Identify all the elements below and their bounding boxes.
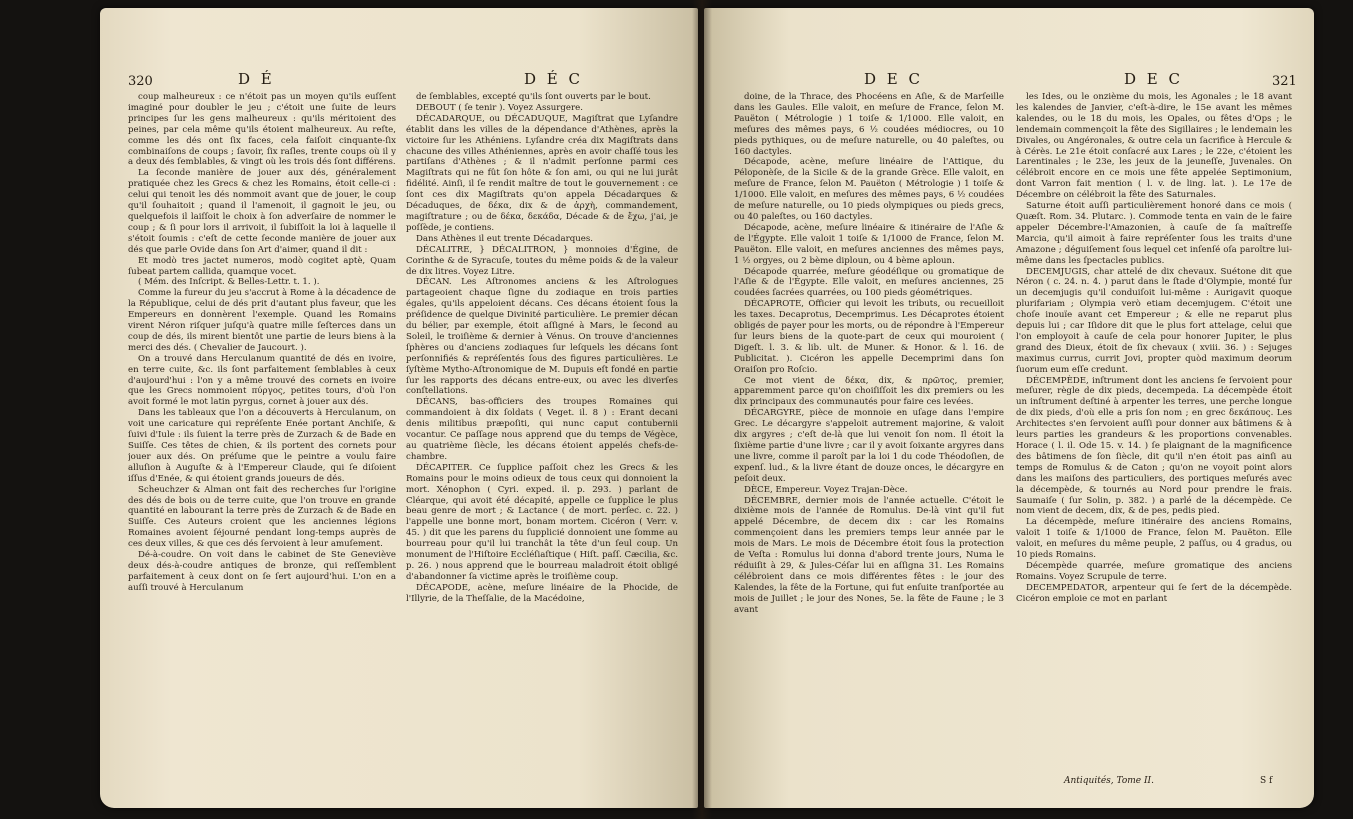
paragraph: Décapode, acène, meſure linéaire de l'Attique, du Péloponèſe, de la Sicile & de la grande Grèce. Elle valoit, en meſure de France, ſelon M. Pauëton ( Métrologie ) 1 toiſe & 1/1000. Elle valoit, en meſures des mêmes pays, 6 ½ coudées de meſure naturelle, ou 10 pieds olympiques ou pieds grecs, ou 40 paleſtes, ou 160 dactyles. [734, 157, 1004, 222]
paragraph: Et modò tres jactet numeros, modò cogitet aptè, Quam ſubeat partem callida, quamque vocet. [128, 255, 396, 277]
left-head-right-title: D É C [524, 70, 583, 88]
paragraph: Ce mot vient de δέκα, dix, & πρῶτος, premier, apparemment parce qu'on choiſiſſoit les dix premiers ou les dix principaux des communautés pour faire ces levées. [734, 375, 1004, 408]
left-page-number: 320 [128, 74, 153, 89]
left-page [100, 8, 698, 808]
open-book [40, 0, 1330, 819]
paragraph: DÉCAPITER. Ce ſupplice paſſoit chez les Grecs & les Romains pour le moins odieux de tous ceux qui donnoient la mort. Xénophon ( Cyri. exped. il. p. 293. ) parlant de Cléarque, qui avoit été décapité, appelle ce ſupplice le plus beau genre de mort ; & Lactance ( de mort. perſec. c. 22. ) l'appelle une bonne mort, bonam mortem. Cicéron ( Verr. v. 45. ) dit que les parens du ſupplicié donnoient une ſomme au bourreau pour qu'il lui tranchât la tête d'un ſeul coup. Un monument de l'Hiſtoire Eccléſiaſtique ( Hiſt. paſſ. Cæcilia, &c. p. 26. ) nous apprend que le bourreau maladroit étoit obligé d'abandonner ſa victime après le troiſième coup. [406, 462, 678, 582]
right-column-1 [734, 92, 1004, 792]
paragraph: DÉCAN. Les Aſtronomes anciens & les Aſtrologues partageoient chaque ſigne du zodiaque en trois parties égales, qu'ils appeloient décans. Ces décans étoient ſous la préſidence de quelque Divinité particulière. Le premier décan du bélier, par exemple, étoit aſſigné à Mars, le ſecond au Soleil, le troiſième & dernier à Vénus. On trouve d'anciennes ſphères ou d'anciens zodiaques ſur leſquels les décans ſont perſonnifiés & repréſentés ſous des figures particulières. Le ſyſtème Mytho-Aſtronomique de M. Dupuis eſt fondé en partie ſur les rapports des décans entre-eux, ou avec les diverſes conſtellations. [406, 277, 678, 397]
paragraph: La ſeconde manière de jouer aux dés, généralement pratiquée chez les Grecs & chez les Romains, étoit celle-ci : celui qui tenoit les dés nommoit avant que de jouer, le coup qu'il ſouhaitoit ; quand il l'amenoit, il gagnoit le jeu, ou quelquefois il laiſſoit le choix à ſon adverſaire de nommer le coup ; & ſi pour lors il arrivoit, il ſubiſſoit la loi à laquelle il s'étoit ſoumis : c'eſt de cette ſeconde manière de jouer aux dés que parle Ovide dans ſon Art d'aimer, quand il dit : [128, 168, 396, 255]
left-running-head [100, 70, 698, 92]
paragraph: ( Mém. des Inſcript. & Belles-Lettr. t. 1. ). [138, 277, 320, 288]
paragraph: DEBOUT ( ſe tenir ). Voyez Assurgere. [416, 102, 583, 113]
paragraph: La décempède, meſure itinéraire des anciens Romains, valoit 1 toiſe & 1/1000 de France, ſelon M. Pauëton. Elle valoit, en meſures du même peuple, 2 paſſus, ou 4 gradus, ou 10 pieds Romains. [1016, 517, 1292, 561]
left-head-left-title: D É [238, 70, 275, 88]
paragraph: Saturne étoit auſſi particulièrement honoré dans ce mois ( Quæſt. Rom. 34. Plutarc. ). Commode tenta en vain de le faire appeler Décembre-l'Amazonien, à cauſe de ſa maîtreſſe Marcia, qu'il aimoit à faire repréſenter ſous les traits d'une Amazone ; déguiſement ſous lequel cet inſenſé oſa paroître lui-même dans les ſpectacles publics. [1016, 201, 1292, 266]
paragraph: Décempède quarrée, meſure gromatique des anciens Romains. Voyez Scrupule de terre. [1016, 560, 1292, 582]
paragraph: DÉCEMPÈDE, inſtrument dont les anciens ſe ſervoient pour meſurer, règle de dix pieds, decempeda. La décempède étoit un inſtrument deſtiné à arpenter les terres, une perche longue de dix pieds, d'où elle a pris ſon nom ; en grec δεκάπους. Les Architectes s'en ſervoient auſſi pour donner aux bâtimens & à leurs parties les grandeurs & les proportions convenables. Horace ( l. il. Ode 15. v. 14. ) ſe plaignant de la magnificence des bâtimens de ſon ſiècle, dit qu'il n'en étoit pas ainſi au temps de Romulus & de Caton ; qu'on ne voyoit point alors dans les maiſons des particuliers, des portiques meſurés avec la décempède, & tournés au Nord pour prendre le frais. Saumaiſe ( ſur Solin, p. 382. ) a parlé de la décempède. Ce nom vient de decem, dix, & de pes, pedis pied. [1016, 375, 1292, 517]
right-head-left-title: D E C [864, 70, 923, 88]
paragraph: de ſemblables, excepté qu'ils ſont ouverts par le bout. [416, 92, 651, 102]
right-column-2 [1016, 92, 1292, 768]
paragraph: coup malheureux : ce n'étoit pas un moyen qu'ils euſſent imaginé pour doubler le jeu ; c'étoit une ſuite de leurs principes ſur les gens malheureux : qu'ils méritoient des peines, par cela même qu'ils étoient malheureux. Au reſte, comme les dés ont ſix faces, cela faiſoit cinquante-ſix combinaiſons de coups ; ſavoir, ſix raſles, trente coups où il y a deux dés ſemblables, & vingt où les trois dés ſont différens. [128, 92, 396, 168]
right-running-head [704, 70, 1314, 92]
paragraph: Dans Athènes il eut trente Décadarques. [416, 233, 593, 244]
paragraph: Décapode quarrée, meſure géodéſique ou gromatique de l'Aſie & de l'Égypte. Elle valoit, en meſures anciennes, 25 coudées ſacrées quarrées, ou 100 pieds géométriques. [734, 266, 1004, 299]
paragraph: DÉCADARQUE, ou DÉCADUQUE, Magiſtrat que Lyſandre établit dans les villes de la dépendance d'Athènes, après la victoire ſur les Athéniens. Lyſandre créa dix Magiſtrats dans chacune des villes Athéniennes, après en avoir chaſſé tous les partiſans d'Athènes ; & il n'admit perſonne parmi ces Magiſtrats qui ne fût ſon hôte & ſon ami, ou qui ne lui jurât fidélité. Ainſi, il ſe rendit maître de tout le gouvernement : ce ſont ces dix Magiſtrats qu'on appela Décadarques & Décaduques, de δέκα, dix & de ἀρχὴ, commandement, magiſtrature ; ou de δέκα, δεκάδα, Décade & de ἔχω, j'ai, je poſſède, je contiens. [406, 113, 678, 233]
book-gutter [692, 0, 712, 819]
paragraph: Dans les tableaux que l'on a découverts à Herculanum, on voit une caricature qui repréſente Enée portant Anchiſe, & ſuivi d'Iule : ils ſuient la terre près de Zurzach & de Bade en Suiſſe. Ces têtes de chien, & ils portent des cornets pour jouer aux dés. On préſume que le peintre a voulu faire alluſion à Auguſte & à l'Empereur Claude, qui ſe diſoient iſſus d'Enée, & qui étoient grands joueurs de dés. [128, 408, 396, 484]
paragraph: On a trouvé dans Herculanum quantité de dés en ivoire, en terre cuite, &c. ils ſont parfaitement ſemblables à ceux d'aujourd'hui : l'on y a même trouvé des cornets en ivoire que les Grecs nommoient πύργος, petites tours, d'où l'on avoit formé le mot latin pyrgus, cornet à jouer aux dés. [128, 353, 396, 408]
left-column-1 [128, 92, 396, 792]
paragraph: Décapode, acène, meſure linéaire & itinéraire de l'Aſie & de l'Égypte. Elle valoit 1 toiſe & 1/1000 de France, ſelon M. Pauëton. Elle valoit, en meſures anciennes des mêmes pays, 1 ½ orgyes, ou 2 bème diploun, ou 4 bème aploun. [734, 222, 1004, 266]
right-page [704, 8, 1314, 808]
paragraph: DÉCALITRE, } DÉCALITRON, } monnoies d'Égine, de Corinthe & de Syracuſe, toutes du même poids & de la valeur de dix litres. Voyez Litre. [406, 244, 678, 277]
paragraph: Comme la fureur du jeu s'accrut à Rome à la décadence de la République, celui de dés prit d'autant plus faveur, que les Empereurs en donnèrent l'exemple. Quand les Romains virent Néron riſquer juſqu'à quatre mille ſeſterces dans un coup de dés, ils mirent bientôt une partie de leurs biens à la merci des dés. ( Chevalier de Jaucourt. ). [128, 288, 396, 353]
right-head-right-title: D E C [1124, 70, 1183, 88]
paragraph: doine, de la Thrace, des Phocéens en Aſie, & de Marſeille dans les Gaules. Elle valoit, en meſure de France, ſelon M. Pauëton ( Métrologie ) 1 toiſe & 1/1000. Elle valoit, en meſures des mêmes pays, 6 ½ coudées médiocres, ou 10 pieds pythiques, ou de meſure naturelle, ou 40 paleſtes, ou 160 dactyles. [734, 92, 1004, 157]
paragraph: DÉCEMBRE, dernier mois de l'année actuelle. C'étoit le dixième mois de l'année de Romulus. De-là vint qu'il fut appelé Décembre, de decem dix : car les Romains commençoient dans les premiers temps leur année par le mois de Mars. Le mois de Décembre étoit ſous la protection de Veſta : Romulus lui donna d'abord trente jours, Numa le réduiſit à 29, & Jules-Céſar lui en aſſigna 31. Les Romains célébroient dans ce mois différentes fêtes : le jour des Kalendes, la fête de la Fortune, qui fut enſuite tranſportée au mois de Juillet ; le jour des Nones, 5e. la fête de Faune ; le 3 avant [734, 495, 1004, 615]
footer-title: Antiquités, Tome II. [1064, 776, 1154, 786]
paragraph: DECEMPEDATOR, arpenteur qui ſe ſert de la décempède. Cicéron emploie ce mot en parlant [1016, 582, 1292, 604]
paragraph: DÈCE, Empereur. Voyez Trajan-Dèce. [744, 484, 908, 495]
right-page-number: 321 [1272, 74, 1297, 89]
paragraph: DECEMJUGIS, char attelé de dix chevaux. Suétone dit que Néron ( c. 24. n. 4. ) parut dans le ſtade d'Olympie, monté ſur un decemjugis qu'il conduiſoit lui-même : Aurigavit quoque plurifariam ; Olympia verò etiam decemjugem. C'étoit une choſe inouïe avant cet Empereur ; & elle ne reparut plus depuis lui ; car Iſidore dit que le plus fort attelage, celui que l'on employoit à cauſe de cela pour honorer Jupiter, le plus grand des Dieux, étoit de ſix chevaux ( xviii. 36. ) : Sejuges maximus currus, currit Jovi, propter quòd maximum deorum ſuorum eum eſſe credunt. [1016, 266, 1292, 375]
paragraph: Dé-à-coudre. On voit dans le cabinet de Ste Geneviève deux dés-à-coudre antiques de bronze, qui reſſemblent parfaitement à ceux dont on ſe ſert aujourd'hui. L'on en a auſſi trouvé à Herculanum [128, 550, 396, 593]
paragraph: DÉCARGYRE, pièce de monnoie en uſage dans l'empire Grec. Le décargyre s'appeloit autrement majorine, & valoit dix argyres ; c'eſt de-là que lui venoit ſon nom. Il étoit la ſixième partie d'une livre ; car il y avoit ſoixante argyres dans une livre, comme il paroît par la loi 1 du code Théodoſien, de expenſ. lud., & la livre étant de douze onces, le décargyre en peſoit deux. [734, 408, 1004, 484]
paragraph: DÉCAPODE, acène, meſure linéaire de la Phocide, de l'Illyrie, de la Theſſalie, de la Macédoine, [406, 582, 678, 604]
paragraph: Scheuchzer & Alman ont fait des recherches ſur l'origine des dés de bois ou de terre cuite, que l'on trouve en grande quantité en labourant la terre près de Zurzach & de Bade en Suiſſe. Ces Auteurs croient que les anciennes légions Romaines avoient ſéjourné pendant long-temps auprès de ces deux villes, & que ces dés ſervoient à leur amuſement. [128, 484, 396, 550]
left-column-2 [406, 92, 678, 792]
paragraph: les Ides, ou le onzième du mois, les Agonales ; le 18 avant les kalendes de Janvier, c'eſt-à-dire, le 15e avant les mêmes kalendes, ou le 18 du mois, les Opales, ou fêtes d'Ops ; le lendemain commençoit la fête des Sigillaires ; le lendemain les Divales, ou Angéronales, & outre cela un ſacrifice à Hercule & à Cérès. Le 21e étoit conſacré aux Lares ; le 22e, c'étoient les Larentinales ; le 23e, les jeux de la jeuneſſe, Juvenales. On célébroit encore en ce mois une fête appelée Septimonium, dont Varron fait mention ( l. v. de ling. lat. ). Le 17e de Décembre on célébroit la fête des Saturnales. [1016, 92, 1292, 201]
paragraph: DÉCAPROTE, Officier qui levoit les tributs, ou recueilloit les taxes. Decaprotus, Decemprimus. Les Décaprotes étoient obligés de payer pour les morts, ou de répondre à l'Empereur ſur leurs biens de la quote-part de ceux qui mouroient ( Digeſt. l. 3. & lib. ult. de Muner. & Honor. & l. 16. de Publicitat. ). Cicéron les appelle Decemprimi dans ſon Oraiſon pro Roſcio. [734, 299, 1004, 375]
signature-mark: S f [1260, 776, 1273, 786]
paragraph: DÉCANS, bas-officiers des troupes Romaines qui commandoient à dix ſoldats ( Veget. il. 8 ) : Erant decani denis militibus præpoſiti, qui nunc caput contubernii vocantur. Ce paſſage nous apprend que du temps de Végèce, au quatrième ſiècle, les décans étoient appelés chefs-de-chambre. [406, 397, 678, 462]
